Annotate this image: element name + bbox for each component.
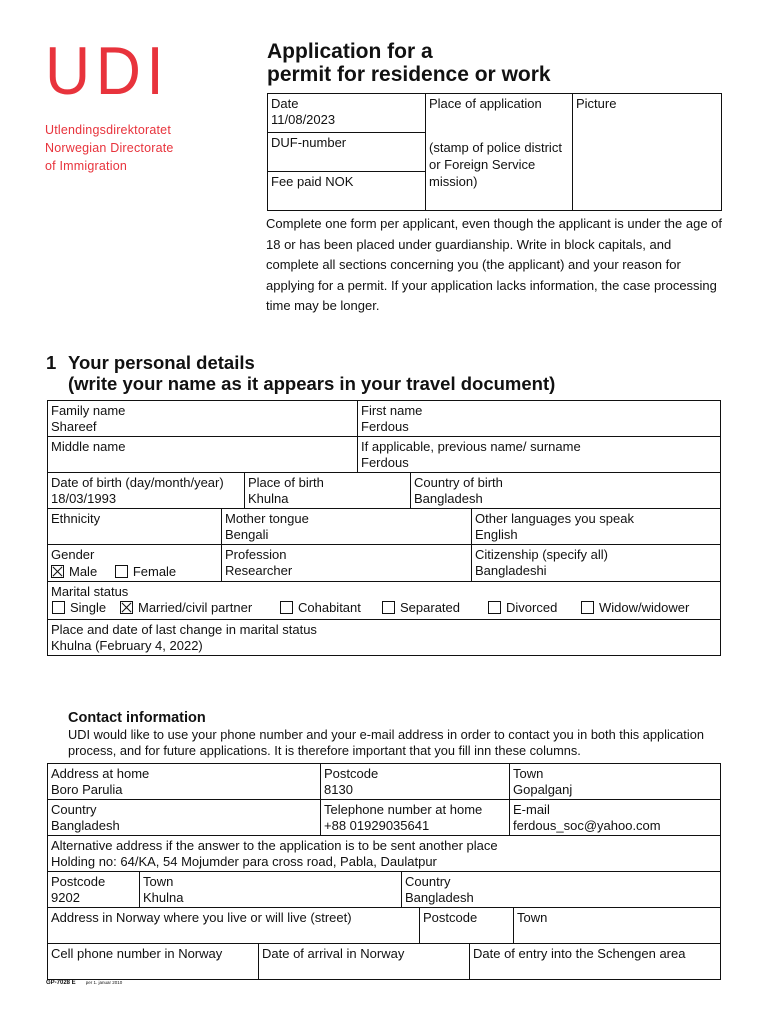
arrival-field[interactable] — [258, 943, 470, 980]
male-checkbox[interactable] — [51, 565, 64, 578]
section-number: 1 — [46, 352, 57, 373]
phone-value: +88 01929035641 — [324, 818, 430, 833]
section-title-line-1: Your personal details — [68, 352, 255, 373]
marital-married[interactable] — [120, 600, 252, 615]
schengen-label: Date of entry into the Schengen area — [473, 946, 686, 961]
section-1-heading — [46, 352, 555, 394]
place-of-birth-label: Place of birth — [248, 475, 324, 490]
family-name-field[interactable] — [47, 400, 358, 437]
dob-label: Date of birth (day/month/year) — [51, 475, 224, 490]
address-home-value: Boro Parulia — [51, 782, 123, 797]
alt-town-label: Town — [143, 874, 174, 889]
contact-heading: Contact information — [68, 710, 206, 726]
last-change-value: Khulna (February 4, 2022) — [51, 638, 203, 653]
duf-cell[interactable] — [267, 132, 426, 172]
mother-tongue-field[interactable] — [221, 508, 472, 545]
date-value[interactable]: 11/08/2023 — [271, 112, 336, 127]
org-line-3: of Immigration — [45, 159, 127, 173]
marital-status-label: Marital status — [51, 584, 129, 599]
email-label: E-mail — [513, 802, 550, 817]
alt-address-field[interactable] — [47, 835, 721, 872]
widow-checkbox[interactable] — [581, 601, 594, 614]
country-value: Bangladesh — [51, 818, 120, 833]
address-home-label: Address at home — [51, 766, 150, 781]
intro-text: Complete one form per applicant, even though the applicant is under the age of 18 or has been placed under guardianship. Write in block capitals, and complete all sections concerning you (the applicant) and your reason for applying for a permit. If your application lacks information, the case processing time may be longer. — [266, 216, 723, 313]
citizenship-value: Bangladeshi — [475, 563, 547, 578]
first-name-value: Ferdous — [361, 419, 409, 434]
widow-label: Widow/widower — [599, 600, 690, 615]
dob-value: 18/03/1993 — [51, 491, 117, 506]
last-change-field[interactable] — [47, 619, 721, 656]
place-of-birth-field[interactable] — [244, 472, 411, 509]
picture-cell[interactable] — [572, 93, 722, 211]
previous-name-field[interactable] — [357, 436, 721, 473]
alt-postcode-value: 9202 — [51, 890, 80, 905]
other-languages-label: Other languages you speak — [475, 511, 634, 526]
place-label: Place of application — [429, 96, 542, 111]
dob-field[interactable] — [47, 472, 245, 509]
female-checkbox[interactable] — [115, 565, 128, 578]
town-field[interactable] — [509, 763, 721, 800]
marital-single[interactable] — [52, 600, 106, 615]
norway-postcode-field[interactable] — [419, 907, 514, 944]
org-line-2: Norwegian Directorate — [45, 141, 174, 155]
other-languages-value: English — [475, 527, 518, 542]
divorced-checkbox[interactable] — [488, 601, 501, 614]
organization-name — [45, 121, 174, 175]
single-checkbox[interactable] — [52, 601, 65, 614]
udi-logo: UDI — [45, 33, 170, 109]
org-line-1: Utlendingsdirektoratet — [45, 123, 171, 137]
norway-postcode-label: Postcode — [423, 910, 478, 925]
ethnicity-field[interactable] — [47, 508, 222, 545]
other-languages-field[interactable] — [471, 508, 721, 545]
phone-label: Telephone number at home — [324, 802, 483, 817]
last-change-label: Place and date of last change in marital status — [51, 622, 317, 637]
profession-value: Researcher — [225, 563, 293, 578]
single-label: Single — [70, 600, 107, 615]
place-note: (stamp of police district or Foreign Service mission) — [429, 140, 562, 189]
fee-cell[interactable] — [267, 171, 426, 211]
norway-address-label: Address in Norway where you live or will live (street) — [51, 910, 352, 925]
profession-label: Profession — [225, 547, 287, 562]
postcode-field[interactable] — [320, 763, 510, 800]
cell-norway-field[interactable] — [47, 943, 259, 980]
email-value: ferdous_soc@yahoo.com — [513, 818, 661, 833]
separated-label: Separated — [400, 600, 460, 615]
profession-field[interactable] — [221, 544, 472, 582]
mother-tongue-value: Bengali — [225, 527, 269, 542]
phone-field[interactable] — [320, 799, 510, 836]
country-of-birth-label: Country of birth — [414, 475, 503, 490]
duf-label: DUF-number — [271, 135, 347, 150]
norway-town-field[interactable] — [513, 907, 721, 944]
country-field[interactable] — [47, 799, 321, 836]
postcode-label: Postcode — [324, 766, 379, 781]
family-name-value: Shareef — [51, 419, 97, 434]
date-cell — [267, 93, 426, 133]
first-name-field[interactable] — [357, 400, 721, 437]
picture-label: Picture — [576, 96, 617, 111]
marital-cohabitant[interactable] — [280, 600, 361, 615]
previous-name-value: Ferdous — [361, 455, 409, 470]
alt-country-field[interactable] — [401, 871, 721, 908]
cohabitant-label: Cohabitant — [298, 600, 361, 615]
address-home-field[interactable] — [47, 763, 321, 800]
alt-address-value: Holding no: 64/KA, 54 Mojumder para cross road, Pabla, Daulatpur — [51, 854, 437, 869]
email-field[interactable] — [509, 799, 721, 836]
citizenship-label: Citizenship (specify all) — [475, 547, 608, 562]
alt-address-label: Alternative address if the answer to the application is to be sent another place — [51, 838, 498, 853]
form-title — [267, 40, 551, 86]
male-label: Male — [69, 564, 98, 579]
form-date-note: per 1. januar 2010 — [85, 980, 123, 985]
fee-label: Fee paid NOK — [271, 174, 354, 189]
arrival-label: Date of arrival in Norway — [262, 946, 405, 961]
title-line-2: permit for residence or work — [267, 63, 551, 86]
marital-widow[interactable] — [581, 600, 689, 615]
separated-checkbox[interactable] — [382, 601, 395, 614]
cell-norway-label: Cell phone number in Norway — [51, 946, 223, 961]
footer — [46, 980, 122, 986]
alt-country-label: Country — [405, 874, 451, 889]
alt-town-field[interactable] — [139, 871, 402, 908]
place-of-birth-value: Khulna — [248, 491, 289, 506]
marital-divorced[interactable] — [488, 600, 557, 615]
cohabitant-checkbox[interactable] — [280, 601, 293, 614]
schengen-field[interactable] — [469, 943, 721, 980]
alt-postcode-field[interactable] — [47, 871, 140, 908]
female-label: Female — [132, 564, 177, 579]
title-line-1: Application for a — [267, 40, 433, 63]
first-name-label: First name — [361, 403, 423, 418]
gender-field — [47, 544, 222, 582]
contact-intro: UDI would like to use your phone number and your e-mail address in order to contact you in both this application process, and for future applications. It is therefore important that you fill inn these columns. — [68, 727, 704, 758]
norway-address-field[interactable] — [47, 907, 420, 944]
norway-town-label: Town — [517, 910, 548, 925]
form-code: GP-7028 E — [46, 980, 76, 986]
middle-name-field[interactable] — [47, 436, 358, 473]
place-of-application-cell[interactable] — [425, 93, 573, 211]
country-label: Country — [51, 802, 97, 817]
alt-town-value: Khulna — [143, 890, 184, 905]
citizenship-field[interactable] — [471, 544, 721, 582]
alt-postcode-label: Postcode — [51, 874, 106, 889]
date-label: Date — [271, 96, 299, 111]
family-name-label: Family name — [51, 403, 126, 418]
gender-label: Gender — [51, 547, 95, 562]
section-title-line-2: (write your name as it appears in your travel document) — [68, 373, 556, 394]
married-checkbox[interactable] — [120, 601, 133, 614]
country-of-birth-value: Bangladesh — [414, 491, 483, 506]
previous-name-label: If applicable, previous name/ surname — [361, 439, 581, 454]
marital-separated[interactable] — [382, 600, 460, 615]
town-label: Town — [513, 766, 544, 781]
mother-tongue-label: Mother tongue — [225, 511, 309, 526]
country-of-birth-field[interactable] — [410, 472, 721, 509]
divorced-label: Divorced — [506, 600, 558, 615]
town-value: Gopalganj — [513, 782, 573, 797]
alt-country-value: Bangladesh — [405, 890, 474, 905]
ethnicity-label: Ethnicity — [51, 511, 101, 526]
postcode-value: 8130 — [324, 782, 353, 797]
married-label: Married/civil partner — [138, 600, 253, 615]
middle-name-label: Middle name — [51, 439, 126, 454]
